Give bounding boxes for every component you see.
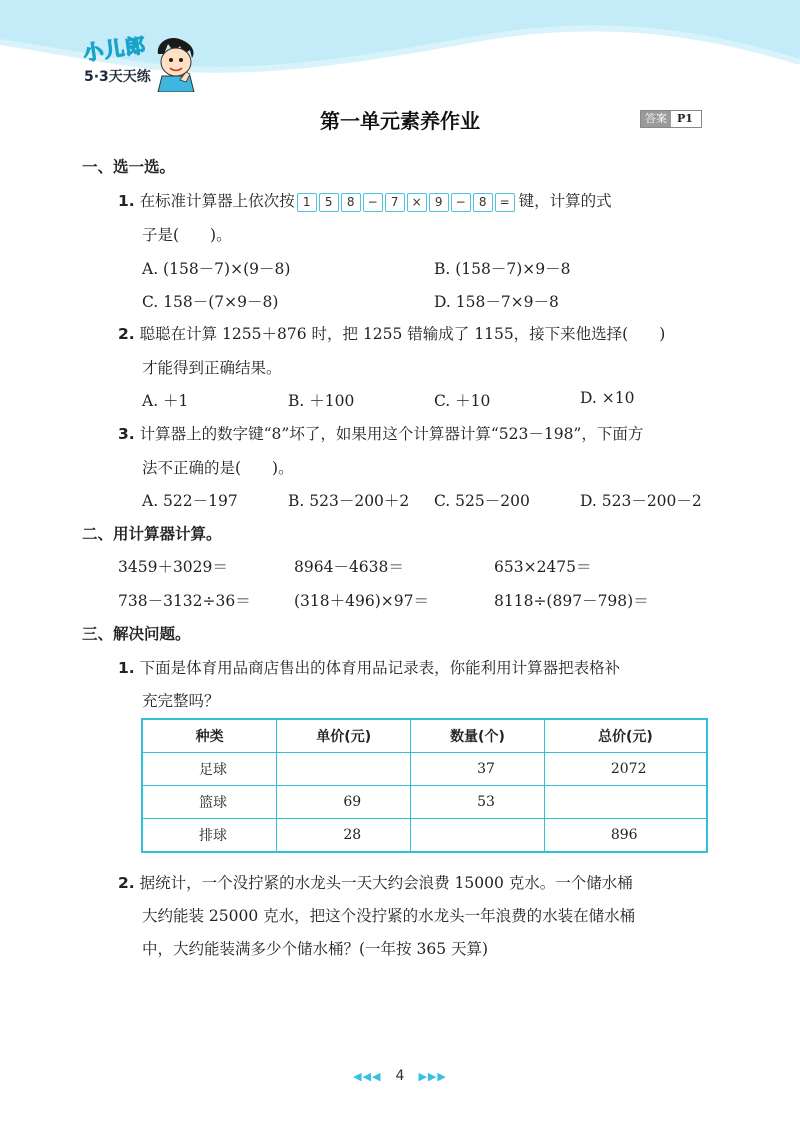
question-number: 1. (118, 192, 135, 210)
sales-record-table (141, 718, 708, 853)
table-cell: 篮球 (142, 786, 277, 819)
table-cell: 896 (544, 819, 707, 853)
question-text: 键，计算的式 (518, 192, 612, 210)
s1-q3-line1 (118, 422, 643, 444)
s1-q2-option-c: C. ＋10 (434, 392, 491, 410)
question-number: 2. (118, 874, 135, 892)
calc-item: 8118÷(897－798)＝ (494, 592, 649, 610)
s1-q2-option-a: A. ＋1 (142, 392, 189, 410)
s1-q2-option-d: D. ×10 (580, 389, 635, 407)
question-text: 下面是体育用品商店售出的体育用品记录表，你能利用计算器把表格补 (139, 659, 621, 677)
s1-q3-option-b: B. 523－200＋2 (288, 492, 410, 510)
question-text: 计算器上的数字键“8”坏了，如果用这个计算器计算“523－198”，下面方 (139, 425, 644, 443)
calculator-key: × (407, 193, 427, 212)
table-header-row (142, 719, 707, 753)
section-3-heading: 三、解决问题。 (82, 625, 191, 643)
calculator-key: − (363, 193, 383, 212)
s1-q1-line2: 子是( )。 (142, 226, 232, 244)
right-arrows-icon: ▶▶▶ (418, 1070, 447, 1083)
mascot-boy-icon (150, 36, 200, 92)
answer-tag-label: 答案 (641, 111, 671, 127)
s3-q1-line1 (118, 656, 620, 678)
calculator-key-sequence (297, 193, 517, 212)
table-cell: 28 (277, 819, 411, 853)
table-cell (411, 819, 545, 853)
table-cell: 排球 (142, 819, 277, 853)
s1-q1-line1 (118, 189, 612, 212)
question-text: 据统计，一个没拧紧的水龙头一天大约会浪费 15000 克水。一个储水桶 (139, 874, 633, 892)
brand-subtitle: 5·3天天练 (84, 69, 151, 85)
s1-q1-option-b: B. (158－7)×9－8 (434, 260, 571, 278)
calc-item: 738－3132÷36＝ (118, 592, 251, 610)
table-header-cell: 单价(元) (277, 719, 411, 753)
section-1-heading: 一、选一选。 (82, 158, 176, 176)
calculator-key: 9 (429, 193, 449, 212)
calculator-key: 8 (341, 193, 361, 212)
page-title: 第一单元素养作业 (320, 109, 480, 133)
s1-q3-option-c: C. 525－200 (434, 492, 530, 510)
table-row (142, 753, 707, 786)
table-cell: 足球 (142, 753, 277, 786)
left-arrows-icon: ◀◀◀ (353, 1070, 382, 1083)
calculator-key: = (495, 193, 515, 212)
table-cell: 53 (411, 786, 545, 819)
table-row (142, 786, 707, 819)
table-row (142, 819, 707, 853)
calc-item: 3459＋3029＝ (118, 558, 228, 576)
s1-q3-line2: 法不正确的是( )。 (142, 459, 294, 477)
question-number: 2. (118, 325, 135, 343)
s3-q2-line3: 中，大约能装满多少个储水桶？(一年按 365 天算) (142, 940, 489, 958)
table-cell: 37 (411, 753, 545, 786)
s3-q2-line1 (118, 871, 633, 893)
question-text: 聪聪在计算 1255＋876 时，把 1255 错输成了 1155，接下来他选择( ) (139, 325, 666, 343)
table-cell (277, 753, 411, 786)
calculator-key: 1 (297, 193, 317, 212)
s1-q1-option-d: D. 158－7×9－8 (434, 293, 559, 311)
table-cell (544, 786, 707, 819)
s3-q1-line2: 充完整吗？ (142, 692, 220, 710)
s3-q2-line2: 大约能装 25000 克水，把这个没拧紧的水龙头一年浪费的水装在储水桶 (142, 907, 636, 925)
calculator-key: − (451, 193, 471, 212)
s1-q2-option-b: B. ＋100 (288, 392, 355, 410)
s1-q1-option-a: A. (158－7)×(9－8) (142, 260, 291, 278)
section-2-heading: 二、用计算器计算。 (82, 525, 222, 543)
answer-tag (640, 110, 702, 128)
s1-q2-line1 (118, 322, 665, 344)
s1-q2-line2: 才能得到正确结果。 (142, 359, 282, 377)
table-cell: 69 (277, 786, 411, 819)
calculator-key: 7 (385, 193, 405, 212)
calculator-key: 8 (473, 193, 493, 212)
table-header-cell: 种类 (142, 719, 277, 753)
s1-q3-option-d: D. 523－200－2 (580, 492, 702, 510)
page-footer (0, 1068, 800, 1084)
calc-item: (318＋496)×97＝ (294, 592, 429, 610)
question-number: 3. (118, 425, 135, 443)
calc-item: 653×2475＝ (494, 558, 592, 576)
s1-q3-option-a: A. 522－197 (142, 492, 238, 510)
table-cell: 2072 (544, 753, 707, 786)
answer-tag-page: P1 (671, 111, 701, 127)
question-text: 在标准计算器上依次按 (139, 192, 295, 210)
table-header-cell: 数量(个) (411, 719, 545, 753)
page-number: 4 (395, 1068, 405, 1084)
calculator-key: 5 (319, 193, 339, 212)
s1-q1-option-c: C. 158－(7×9－8) (142, 293, 279, 311)
table-header-cell: 总价(元) (544, 719, 707, 753)
calc-item: 8964－4638＝ (294, 558, 404, 576)
question-number: 1. (118, 659, 135, 677)
brand-logo-text: 小儿郎 (81, 32, 148, 66)
